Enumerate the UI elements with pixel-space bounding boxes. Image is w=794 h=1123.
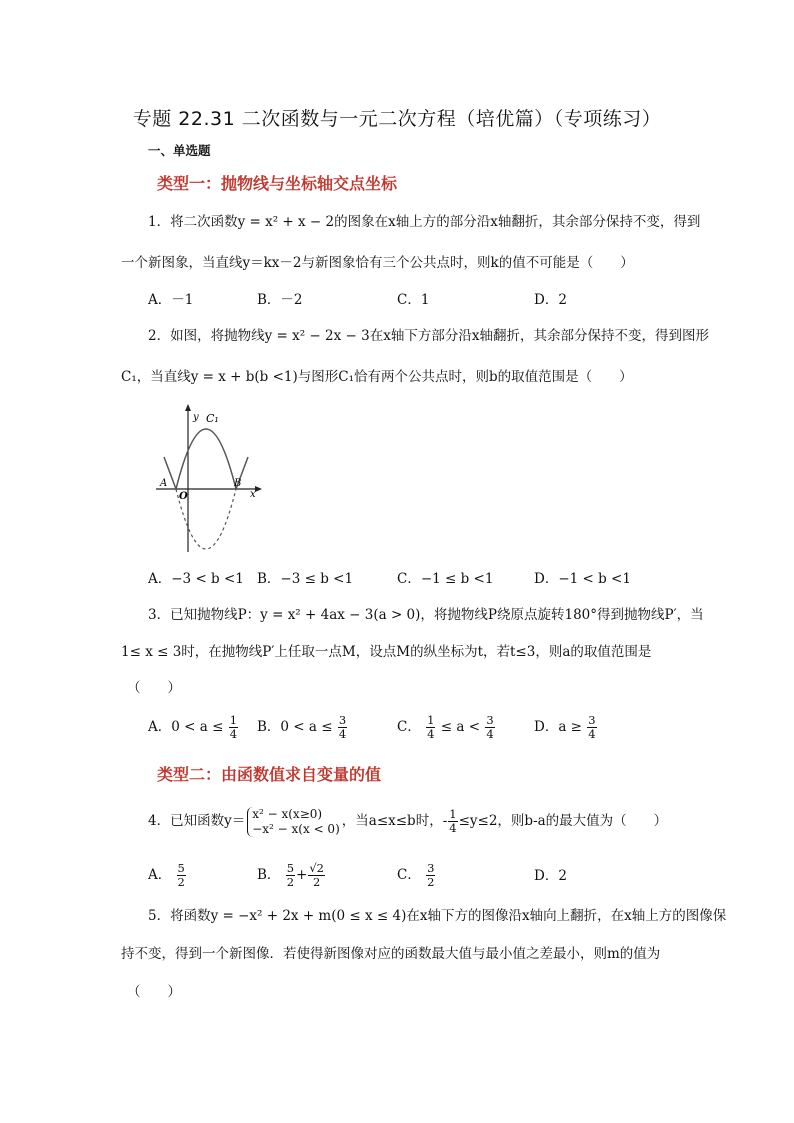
- q4-option-a[interactable]: [148, 862, 187, 889]
- fraction-numerator: √2: [309, 861, 325, 875]
- q3-option-d-fraction: [587, 714, 596, 741]
- q3-option-a-text: 0 < a ≤: [171, 719, 224, 735]
- fraction-denominator: 2: [286, 875, 295, 889]
- q3-option-d-label: D．: [534, 719, 559, 735]
- q4-option-b-label: B．: [257, 867, 281, 883]
- fraction-denominator: 4: [486, 727, 494, 741]
- q3-option-a[interactable]: [148, 714, 239, 741]
- x-axis-arrow-icon: [255, 486, 262, 492]
- q4-option-d[interactable]: D．2: [534, 868, 567, 884]
- fraction-numerator: 3: [486, 713, 494, 727]
- fraction-numerator: 3: [588, 713, 596, 727]
- x-axis-label: x: [250, 489, 256, 500]
- section-label: 一、单选题: [148, 143, 211, 158]
- q3-option-c-label: C．: [397, 719, 421, 735]
- q1-line-2: 一个新图象，当直线y＝kx－2与新图象恰有三个公共点时，则k的值不可能是（ ）: [121, 255, 634, 271]
- q4-text-cond: ≤y≤2，则b-a的最大值为（ ）: [458, 813, 668, 829]
- fraction-numerator: 1: [229, 713, 238, 727]
- piece-2: −x² − x(x < 0): [252, 821, 340, 836]
- fraction-denominator: 2: [313, 875, 321, 889]
- q3-option-d[interactable]: [534, 714, 598, 741]
- q4-text-pre: 4．已知函数y＝: [148, 813, 246, 829]
- y-axis-arrow-icon: [185, 404, 191, 411]
- y-axis-label: y: [193, 412, 199, 423]
- origin-label: O: [179, 491, 188, 502]
- q1-option-b[interactable]: B．－2: [257, 292, 303, 308]
- fraction-numerator: 1: [449, 807, 457, 821]
- q3-option-b-fraction: [338, 714, 347, 741]
- q4-piecewise-function: [247, 807, 340, 837]
- q4-option-a-fraction: [177, 862, 186, 889]
- q5-line-2: 持不变，得到一个新图像．若使得新图像对应的函数最大值与最小值之差最小，则m的值为: [121, 946, 661, 962]
- q3-option-b-text: 0 < a ≤: [280, 719, 333, 735]
- piece-1: x² − x(x≥0): [252, 806, 323, 821]
- q5-line-1: 5．将函数y = −x² + 2x + m(0 ≤ x ≤ 4)在x轴下方的图像沿x轴向上翻折，在x轴上方的图像保: [148, 908, 727, 924]
- q4-option-c-fraction: [426, 862, 435, 889]
- q3-option-c-text: ≤ a <: [440, 719, 481, 735]
- q3-option-d-text: a ≥: [558, 719, 582, 735]
- q3-option-c[interactable]: [397, 714, 496, 741]
- q4-minus: -: [442, 813, 448, 829]
- q4-line-1: [148, 806, 667, 837]
- q1-option-d[interactable]: D．2: [534, 292, 567, 308]
- q2-parabola-graph: [150, 402, 265, 557]
- q4-option-b-plus: +: [296, 867, 308, 883]
- q2-option-a[interactable]: A．−3 < b <1: [148, 571, 244, 587]
- q3-option-c-fraction-right: [485, 714, 494, 741]
- q3-option-b[interactable]: [257, 714, 348, 741]
- q2-line-2: C₁，当直线y = x + b(b <1)与图形C₁恰有两个公共点时，则b的取值范围是（ ）: [121, 369, 633, 385]
- fraction-denominator: 2: [427, 875, 435, 889]
- q3-line-2: 1≤ x ≤ 3时，在抛物线P′上任取一点M，设点M的纵坐标为t，若t≤3，则a的取值范围是: [121, 644, 652, 660]
- q4-option-c-label: C．: [397, 867, 421, 883]
- q1-option-c[interactable]: C．1: [397, 292, 430, 308]
- q4-option-a-label: A．: [148, 867, 172, 883]
- q2-option-c[interactable]: C．−1 ≤ b <1: [397, 571, 494, 587]
- c1-label: C₁: [206, 412, 219, 425]
- fraction-numerator: 5: [177, 861, 185, 875]
- point-b-label: B: [234, 478, 242, 489]
- fraction-numerator: 1: [427, 713, 435, 727]
- q3-line-1: 3．已知抛物线P：y = x² + 4ax − 3(a > 0)，将抛物线P绕原点旋转180°得到抛物线P′，当: [148, 607, 704, 623]
- q4-option-b[interactable]: [257, 862, 326, 889]
- q5-line-3: （ ）: [127, 984, 181, 1000]
- fraction-denominator: 4: [229, 727, 238, 741]
- q2-option-d[interactable]: D．−1 < b <1: [534, 571, 631, 587]
- q4-option-b-fraction-2: [308, 862, 325, 889]
- q1-line-1: 1．将二次函数y = x² + x − 2的图象在x轴上方的部分沿x轴翻折，其余部分保持不变，得到: [148, 214, 701, 230]
- fraction-denominator: 4: [588, 727, 596, 741]
- q2-line-1: 2．如图，将抛物线y = x² − 2x − 3在x轴下方部分沿x轴翻折，其余部分保持不变，得到图形: [148, 328, 709, 344]
- q3-option-b-label: B．: [257, 719, 281, 735]
- q4-text-post: ，当a≤x≤b时，: [341, 813, 443, 829]
- q3-option-c-fraction-left: [426, 714, 435, 741]
- point-a-label: A: [160, 478, 168, 489]
- q4-fraction-quarter: [448, 808, 457, 835]
- fraction-denominator: 4: [338, 727, 347, 741]
- q3-option-a-fraction: [229, 714, 238, 741]
- q1-option-a[interactable]: A．－1: [148, 292, 194, 308]
- fraction-denominator: 4: [427, 727, 435, 741]
- q4-option-c[interactable]: [397, 862, 436, 889]
- page-title: 专题 22.31 二次函数与一元二次方程（培优篇）（专项练习）: [132, 108, 662, 130]
- fraction-denominator: 2: [177, 875, 185, 889]
- q4-option-b-fraction-1: [286, 862, 295, 889]
- q3-option-a-label: A．: [148, 719, 172, 735]
- fraction-numerator: 3: [338, 713, 347, 727]
- type-heading-1: 类型一：抛物线与坐标轴交点坐标: [157, 174, 398, 193]
- q2-option-b[interactable]: B．−3 ≤ b <1: [257, 571, 354, 587]
- q3-line-3: （ ）: [127, 680, 181, 696]
- fraction-numerator: 3: [427, 861, 435, 875]
- fraction-denominator: 4: [449, 821, 457, 835]
- type-heading-2: 类型二：由函数值求自变量的值: [157, 765, 382, 784]
- fraction-numerator: 5: [286, 861, 295, 875]
